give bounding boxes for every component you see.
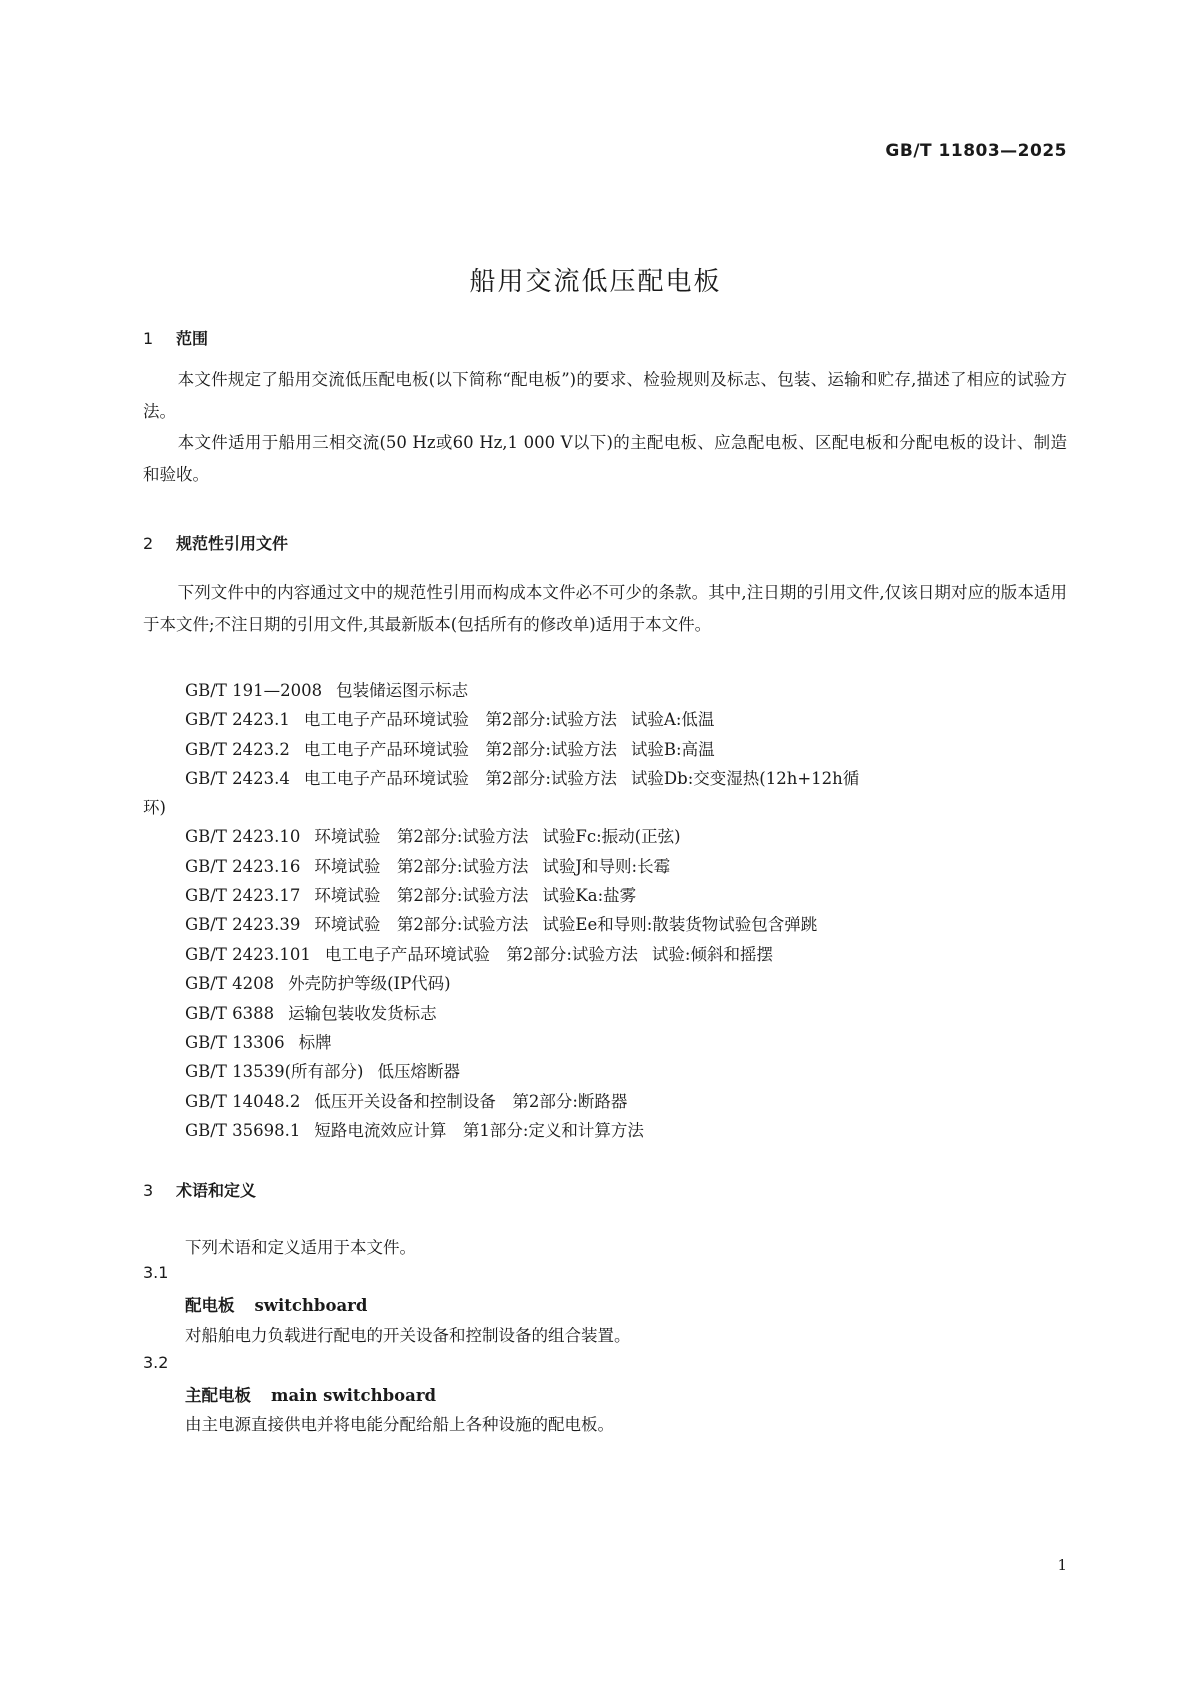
reference-item	[185, 1088, 627, 1112]
reference-code: GB/T 6388	[185, 1004, 275, 1023]
reference-item-continuation: 环)	[143, 798, 166, 817]
reference-code: GB/T 2423.4	[185, 769, 290, 788]
section-heading-terms	[143, 1178, 256, 1201]
reference-title: 短路电流效应计算 第1部分:定义和计算方法	[314, 1121, 644, 1140]
reference-code: GB/T 2423.39	[185, 915, 301, 934]
section-heading-refs	[143, 531, 288, 554]
reference-item	[185, 736, 715, 760]
term-chinese: 主配电板	[185, 1386, 251, 1405]
reference-subtitle: 试验B:高温	[630, 740, 715, 759]
reference-code: GB/T 191—2008	[185, 681, 323, 700]
reference-title: 低压熔断器	[377, 1062, 460, 1081]
reference-subtitle: 试验Db:交变湿热(12h+12h循	[630, 769, 860, 788]
term-chinese: 配电板	[185, 1296, 235, 1315]
section-heading-scope	[143, 326, 208, 349]
reference-item	[185, 911, 817, 935]
reference-subtitle: 试验Ka:盐雾	[542, 886, 637, 905]
section-number: 1	[143, 329, 154, 348]
reference-item	[185, 765, 859, 789]
scope-paragraph-2: 本文件适用于船用三相交流(50 Hz或60 Hz,1 000 V以下)的主配电板、应急配电板、区配电板和分配电板的设计、制造和验收。	[143, 433, 1067, 484]
reference-subtitle: 试验A:低温	[630, 710, 715, 729]
reference-title: 低压开关设备和控制设备 第2部分:断路器	[314, 1092, 628, 1111]
section-title: 范围	[176, 329, 209, 348]
reference-subtitle: 试验:倾斜和摇摆	[651, 945, 773, 964]
reference-subtitle: 试验Ee和导则:散装货物试验包含弹跳	[542, 915, 818, 934]
page-number: 1	[1057, 1556, 1067, 1574]
term-definition: 由主电源直接供电并将电能分配给船上各种设施的配电板。	[185, 1415, 614, 1434]
reference-code: GB/T 2423.17	[185, 886, 301, 905]
standard-number: GB/T 11803—2025	[885, 141, 1067, 161]
reference-title: 环境试验 第2部分:试验方法	[314, 827, 529, 846]
reference-item	[185, 1000, 437, 1024]
reference-subtitle: 试验J和导则:长霉	[542, 857, 671, 876]
reference-code: GB/T 13539(所有部分)	[185, 1062, 364, 1081]
reference-item	[185, 1117, 644, 1141]
reference-title: 环境试验 第2部分:试验方法	[314, 915, 529, 934]
reference-title: 标牌	[298, 1033, 332, 1052]
reference-title: 环境试验 第2部分:试验方法	[314, 886, 529, 905]
reference-item	[185, 706, 714, 730]
section-number: 2	[143, 534, 154, 553]
section-title: 术语和定义	[176, 1181, 257, 1200]
reference-code: GB/T 2423.10	[185, 827, 301, 846]
reference-title: 电工电子产品环境试验 第2部分:试验方法	[324, 945, 638, 964]
reference-item	[185, 941, 773, 965]
reference-item	[185, 1058, 460, 1082]
reference-subtitle: 试验Fc:振动(正弦)	[542, 827, 681, 846]
term-english: switchboard	[254, 1296, 368, 1315]
scope-paragraph-1: 本文件规定了船用交流低压配电板(以下简称“配电板”)的要求、检验规则及标志、包装、运输和贮存,描述了相应的试验方法。	[143, 370, 1067, 421]
term-number: 3.1	[143, 1263, 169, 1282]
reference-title: 电工电子产品环境试验 第2部分:试验方法	[303, 740, 617, 759]
reference-item	[185, 882, 636, 906]
reference-code: GB/T 2423.1	[185, 710, 290, 729]
reference-item	[185, 970, 451, 994]
reference-code: GB/T 2423.2	[185, 740, 290, 759]
term-number: 3.2	[143, 1353, 169, 1372]
reference-item	[185, 823, 681, 847]
reference-code: GB/T 2423.101	[185, 945, 311, 964]
reference-code: GB/T 35698.1	[185, 1121, 301, 1140]
section-title: 规范性引用文件	[176, 534, 289, 553]
reference-code: GB/T 13306	[185, 1033, 285, 1052]
term-heading	[185, 1382, 436, 1406]
terms-intro: 下列术语和定义适用于本文件。	[185, 1238, 416, 1257]
reference-code: GB/T 14048.2	[185, 1092, 301, 1111]
reference-title: 包装储运图示标志	[336, 681, 469, 700]
section-number: 3	[143, 1181, 154, 1200]
reference-title: 电工电子产品环境试验 第2部分:试验方法	[303, 710, 617, 729]
term-english: main switchboard	[271, 1386, 437, 1405]
reference-title: 运输包装收发货标志	[288, 1004, 437, 1023]
document-title: 船用交流低压配电板	[469, 267, 722, 298]
reference-item	[185, 853, 670, 877]
term-heading	[185, 1292, 367, 1316]
refs-intro-paragraph: 下列文件中的内容通过文中的规范性引用而构成本文件必不可少的条款。其中,注日期的引用文件,仅该日期对应的版本适用于本文件;不注日期的引用文件,其最新版本(包括所有的修改单)适用于本文件。	[143, 583, 1067, 634]
reference-item	[185, 677, 482, 701]
reference-code: GB/T 2423.16	[185, 857, 301, 876]
reference-title: 环境试验 第2部分:试验方法	[314, 857, 529, 876]
term-definition: 对船舶电力负载进行配电的开关设备和控制设备的组合装置。	[185, 1326, 631, 1345]
reference-code: GB/T 4208	[185, 974, 275, 993]
reference-title: 电工电子产品环境试验 第2部分:试验方法	[303, 769, 617, 788]
reference-title: 外壳防护等级(IP代码)	[288, 974, 451, 993]
reference-item	[185, 1029, 332, 1053]
